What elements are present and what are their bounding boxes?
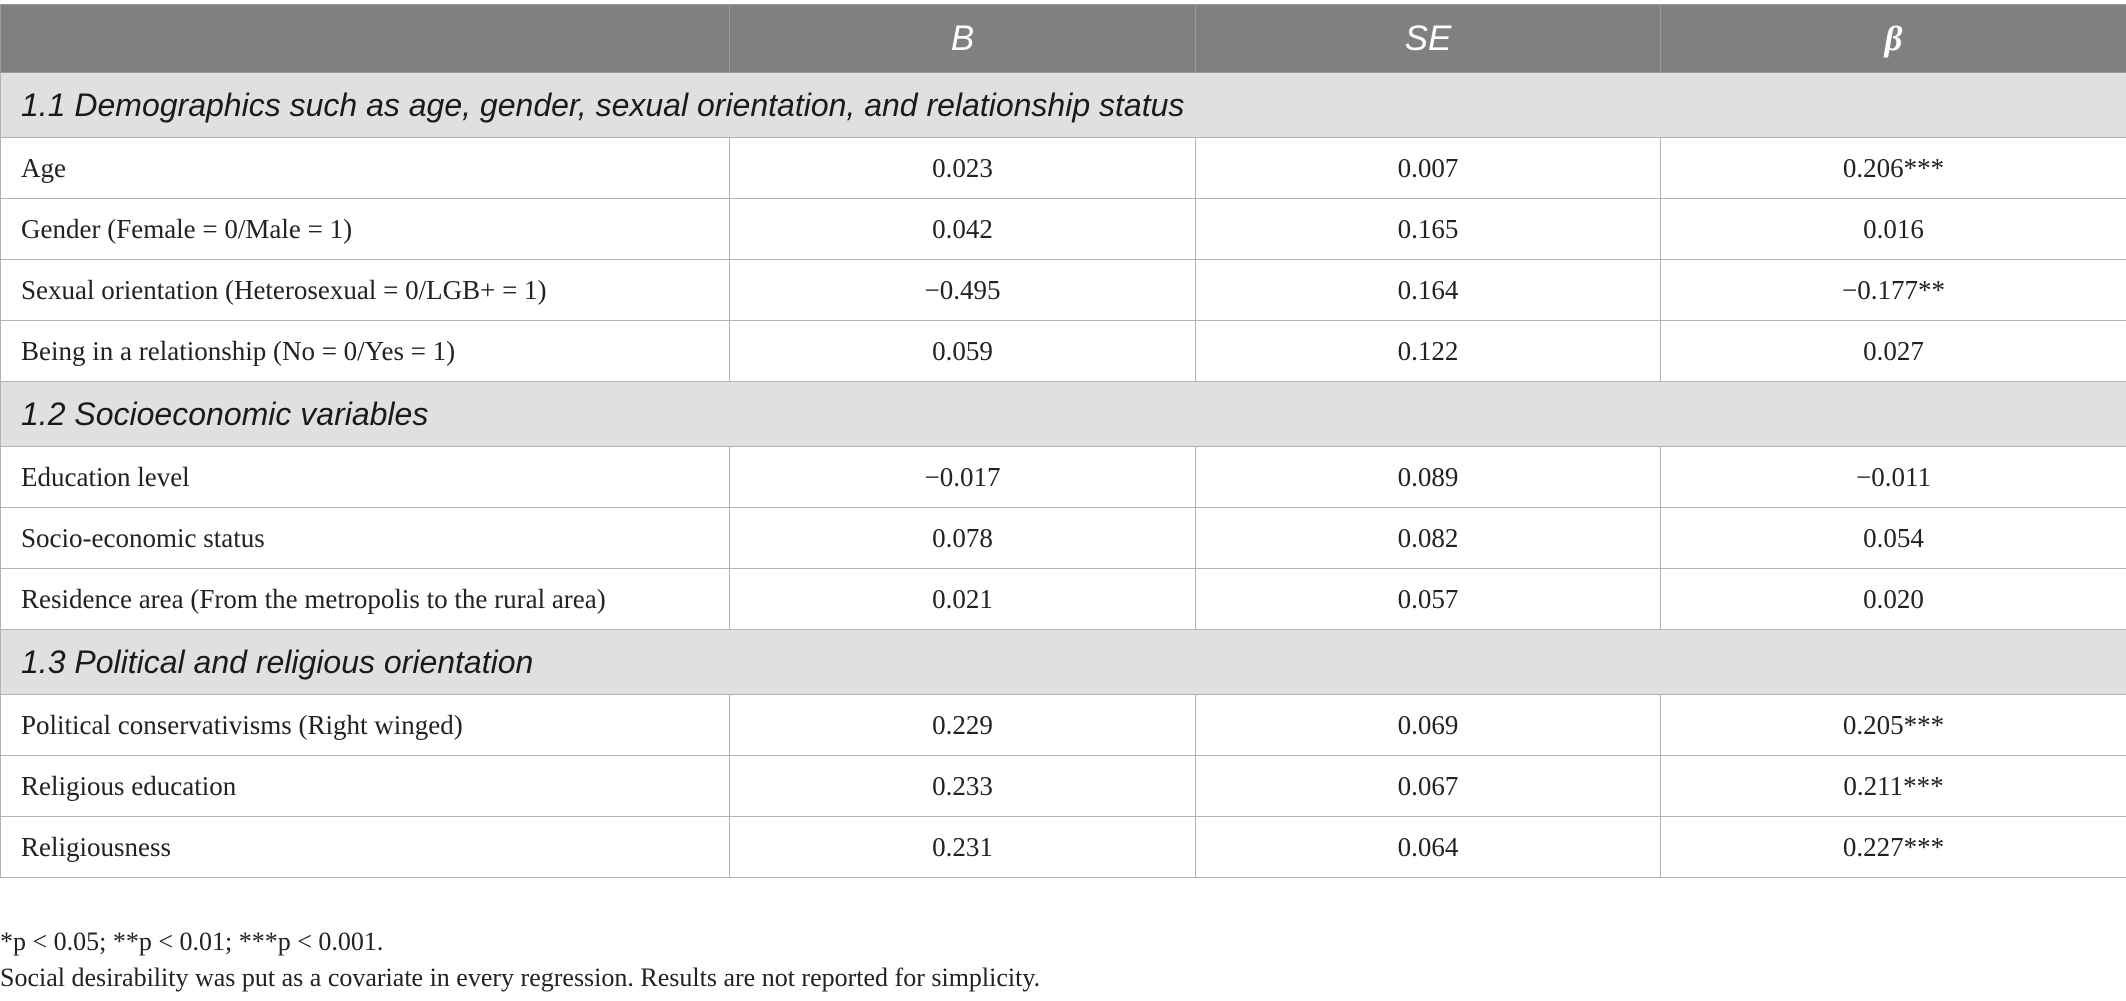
table-footnotes: [0, 924, 1040, 996]
cell-se: 0.089: [1196, 447, 1661, 508]
row-label: Age: [1, 138, 730, 199]
cell-beta: 0.027: [1661, 321, 2126, 382]
cell-se: 0.067: [1196, 756, 1661, 817]
section-row-socioeconomic: [1, 382, 2126, 447]
cell-b: 0.231: [730, 817, 1196, 878]
regression-table: [0, 4, 2126, 878]
cell-b: −0.495: [730, 260, 1196, 321]
significance-note: *p < 0.05; **p < 0.01; ***p < 0.001.: [0, 927, 384, 956]
header-b: B: [730, 5, 1196, 73]
row-label: Sexual orientation (Heterosexual = 0/LGB+ = 1): [1, 260, 730, 321]
header-beta: β: [1661, 5, 2126, 73]
table-row: [1, 817, 2126, 878]
cell-se: 0.082: [1196, 508, 1661, 569]
row-label: Education level: [1, 447, 730, 508]
cell-beta: 0.206***: [1661, 138, 2126, 199]
cell-se: 0.069: [1196, 695, 1661, 756]
cell-se: 0.122: [1196, 321, 1661, 382]
header-se: SE: [1196, 5, 1661, 73]
cell-b: 0.023: [730, 138, 1196, 199]
cell-b: 0.233: [730, 756, 1196, 817]
row-label: Political conservativisms (Right winged): [1, 695, 730, 756]
cell-beta: 0.054: [1661, 508, 2126, 569]
cell-b: −0.017: [730, 447, 1196, 508]
section-row-demographics: [1, 73, 2126, 138]
table-row: [1, 260, 2126, 321]
row-label: Religiousness: [1, 817, 730, 878]
cell-beta: 0.020: [1661, 569, 2126, 630]
cell-b: 0.229: [730, 695, 1196, 756]
section-row-political-religious: [1, 630, 2126, 695]
table-row: [1, 756, 2126, 817]
row-label: Residence area (From the metropolis to the rural area): [1, 569, 730, 630]
cell-se: 0.007: [1196, 138, 1661, 199]
cell-beta: 0.205***: [1661, 695, 2126, 756]
cell-beta: 0.016: [1661, 199, 2126, 260]
cell-b: 0.059: [730, 321, 1196, 382]
row-label: Gender (Female = 0/Male = 1): [1, 199, 730, 260]
table-row: [1, 695, 2126, 756]
row-label: Being in a relationship (No = 0/Yes = 1): [1, 321, 730, 382]
cell-se: 0.064: [1196, 817, 1661, 878]
section-title: 1.1 Demographics such as age, gender, sexual orientation, and relationship status: [1, 73, 2126, 138]
cell-beta: 0.227***: [1661, 817, 2126, 878]
table-row: [1, 508, 2126, 569]
cell-beta: −0.177**: [1661, 260, 2126, 321]
row-label: Religious education: [1, 756, 730, 817]
row-label: Socio-economic status: [1, 508, 730, 569]
table-row: [1, 321, 2126, 382]
table-row: [1, 447, 2126, 508]
cell-b: 0.021: [730, 569, 1196, 630]
cell-b: 0.078: [730, 508, 1196, 569]
section-title: 1.2 Socioeconomic variables: [1, 382, 2126, 447]
header-row: [1, 5, 2126, 73]
table-row: [1, 569, 2126, 630]
section-title: 1.3 Political and religious orientation: [1, 630, 2126, 695]
cell-beta: 0.211***: [1661, 756, 2126, 817]
cell-se: 0.164: [1196, 260, 1661, 321]
cell-se: 0.057: [1196, 569, 1661, 630]
covariate-note: Social desirability was put as a covariate in every regression. Results are not reported for simplicity.: [0, 963, 1041, 992]
cell-se: 0.165: [1196, 199, 1661, 260]
table-row: [1, 138, 2126, 199]
header-variable: [1, 5, 730, 73]
cell-b: 0.042: [730, 199, 1196, 260]
regression-table-container: [0, 4, 2126, 878]
cell-beta: −0.011: [1661, 447, 2126, 508]
table-row: [1, 199, 2126, 260]
